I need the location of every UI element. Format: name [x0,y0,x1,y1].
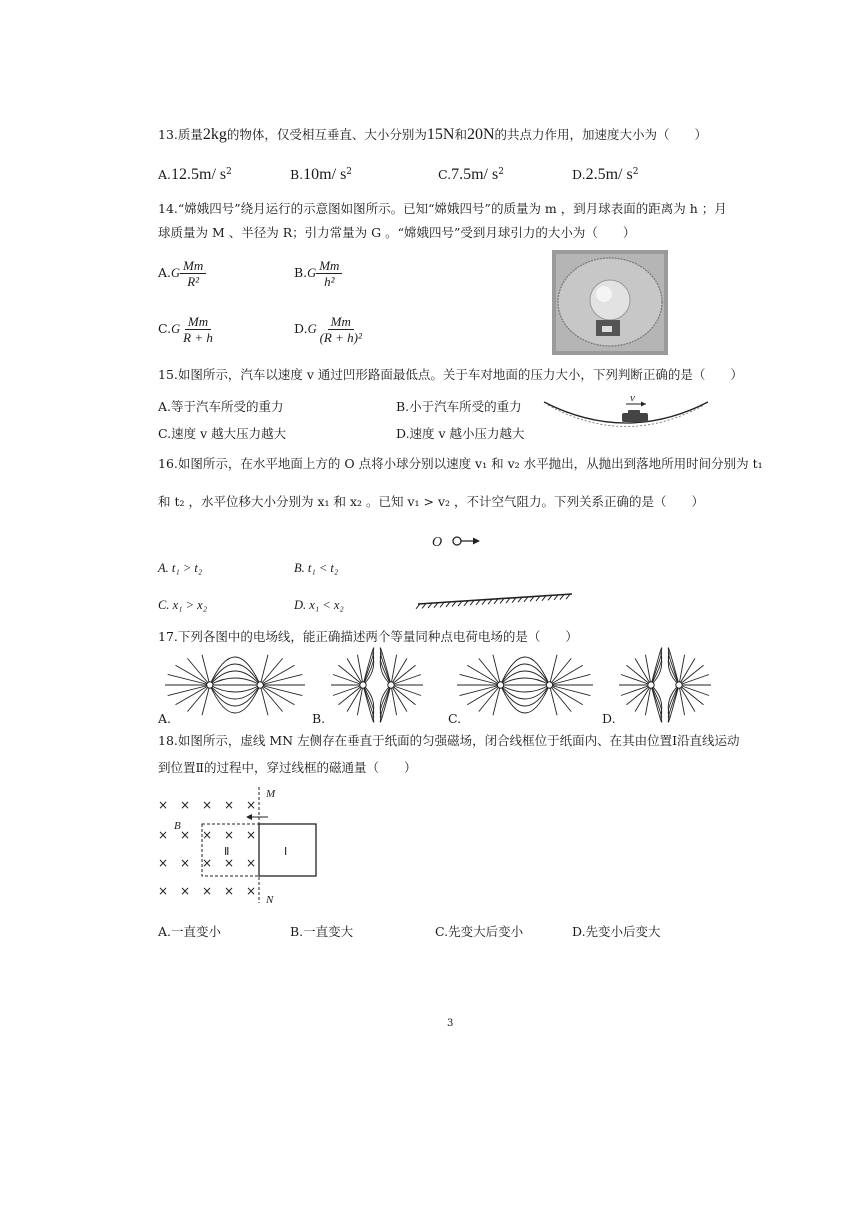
q14-option-b-num: Mm [316,258,342,274]
q16-option-a: A. t₁ > t₂ [158,561,203,575]
svg-text:×: × [180,856,191,870]
q14-line2: 球质量为 M 、半径为 R；引力常量为 G 。“嫦娥四号”受到月球引力的大小为（ ） [158,225,636,240]
q13-stem-d: 的共点力作用，加速度大小为（ ） [494,127,708,142]
q17-label-a: A. [158,711,172,726]
q14-option-b [294,258,342,289]
q14-option-b-den: h² [324,274,335,289]
svg-text:×: × [158,884,169,898]
q13-stem-a: 13.质量 [158,127,203,142]
q13-option-d-value: 2.5m/ s [585,166,633,183]
q16-option-d: D. x₁ < x₂ [294,598,344,612]
svg-text:×: × [224,828,235,842]
q14-option-a-g: G [171,266,181,280]
q15-option-a: A.等于汽车所受的重力 [158,399,284,414]
q16-ground-figure [416,592,576,606]
q14-line1: 14.“嫦娥四号”绕月运行的示意图如图所示。已知“嫦娥四号”的质量为 m ，到月球表面的距离为 h ；月 [158,201,727,216]
q16-origin-label: O [432,535,443,550]
q13-option-c [438,166,504,184]
q17-field-diagram-b [327,653,427,717]
q16-option-b: B. t₁ < t₂ [294,561,339,575]
q13-option-b-value: 10m/ s [303,166,347,183]
q13-option-d-letter: D. [572,167,586,182]
q15-option-b: B.小于汽车所受的重力 [396,399,522,414]
q18-label-m: M [266,788,276,800]
q13-option-a [158,166,232,184]
q15-stem: 15.如图所示，汽车以速度 v 通过凹形路面最低点。关于车对地面的压力大小，下列判断正确的是（ ） [158,367,743,382]
q17-label-c: C. [448,711,462,726]
svg-text:×: × [202,884,213,898]
svg-text:×: × [246,828,257,842]
q16-line1: 16.如图所示，在水平地面上方的 O 点将小球分别以速度 v₁ 和 v₂ 水平抛出，从抛出到落地所用时间分别为 t₁ [158,456,763,471]
svg-text:×: × [224,798,235,812]
q13-option-b-exp: 2 [346,166,353,177]
svg-text:×: × [158,856,169,870]
q13-option-c-exp: 2 [498,166,504,177]
q17-stem: 17.下列各图中的电场线，能正确描述两个等量同种点电荷电场的是（ ） [158,629,578,644]
q18-option-a: A.一直变小 [158,924,222,939]
q14-option-c [158,314,216,345]
q15-option-c: C.速度 v 越大压力越大 [158,426,287,441]
q18-label-pos1: Ⅰ [284,846,288,858]
q13-option-a-letter: A. [158,167,172,182]
q14-option-d-g: G [307,322,317,336]
q18-line2: 到位置Ⅱ的过程中，穿过线框的磁通量（ ） [158,760,417,775]
q13-stem-c: 和 [454,127,467,142]
q14-option-a [158,258,206,289]
svg-text:×: × [180,884,191,898]
q13-option-c-letter: C. [438,167,452,182]
q14-option-a-fraction [180,258,206,289]
q13-option-b-letter: B. [290,167,304,182]
q16-ball-icon [453,537,461,545]
svg-text:×: × [246,884,257,898]
q14-option-b-letter: B. [294,265,308,280]
svg-text:×: × [158,798,169,812]
q16-option-c: C. x₁ > x₂ [158,598,208,612]
q13-option-b [290,166,352,184]
q18-label-pos2: Ⅱ [224,846,230,858]
q14-option-c-den: R + h [183,330,213,345]
q14-option-d-letter: D. [294,321,308,336]
q18-option-d: D.先变小后变大 [572,924,661,939]
q17-field-diagram-c [457,653,593,717]
q14-option-d-den: (R + h)² [319,330,362,345]
q14-option-c-num: Mm [185,314,211,330]
svg-text:×: × [224,884,235,898]
q14-option-a-letter: A. [158,265,172,280]
q14-option-b-fraction [316,258,342,289]
q18-label-n: N [266,894,274,906]
q17-label-b: B. [312,711,326,726]
q13-stem [158,127,707,143]
svg-text:×: × [180,828,191,842]
q13-option-a-value: 12.5m/ s [171,166,227,183]
q14-option-b-g: G [307,266,317,280]
q13-f1: 15N [426,126,455,143]
q18-magnetic-figure [152,785,332,910]
q13-mass: 2kg [202,126,227,143]
q14-option-d-fraction [317,314,365,345]
q15-velocity-label: v [630,392,635,404]
q14-option-a-num: Mm [180,258,206,274]
svg-text:×: × [180,798,191,812]
svg-text:×: × [246,856,257,870]
q13-option-c-value: 7.5m/ s [451,166,499,183]
q14-orbit-figure [552,250,668,355]
q14-option-c-fraction [180,314,216,345]
q14-option-c-letter: C. [158,321,172,336]
q18-option-c: C.先变大后变小 [435,924,524,939]
q16-line2: 和 t₂ ，水平位移大小分别为 x₁ 和 x₂ 。已知 v₁ > v₂ ，不计空气阻力。下列关系正确的是（ ） [158,494,705,509]
q18-frame-position-1 [259,824,316,876]
q18-option-b: B.一直变大 [290,924,354,939]
q15-option-d: D.速度 v 越小压力越大 [396,426,525,441]
q14-option-d [294,314,365,345]
q14-option-c-g: G [171,322,181,336]
q17-field-diagram-a [165,653,305,717]
svg-text:×: × [246,798,257,812]
q18-line1: 18.如图所示，虚线 MN 左侧存在垂直于纸面的匀强磁场，闭合线框位于纸面内、在其由位置Ⅰ沿直线运动 [158,733,740,748]
svg-text:×: × [202,856,213,870]
q13-stem-b: 的物体，仅受相互垂直、大小分别为 [226,127,427,142]
q18-label-b: B [174,820,181,832]
page-number: 3 [447,1018,454,1029]
svg-text:×: × [224,856,235,870]
q13-option-d [572,166,638,184]
q13-option-a-exp: 2 [226,166,232,177]
q13-option-d-exp: 2 [632,166,639,177]
q17-label-d: D. [602,711,616,726]
q14-option-a-den: R² [187,274,200,289]
q13-f2: 20N [466,126,495,143]
q16-throw-figure [430,531,490,551]
q15-road-figure [542,392,712,432]
svg-text:×: × [202,828,213,842]
svg-text:×: × [202,798,213,812]
q14-option-d-num: Mm [328,314,354,330]
q17-field-diagram-d [615,653,715,717]
svg-text:×: × [158,828,169,842]
